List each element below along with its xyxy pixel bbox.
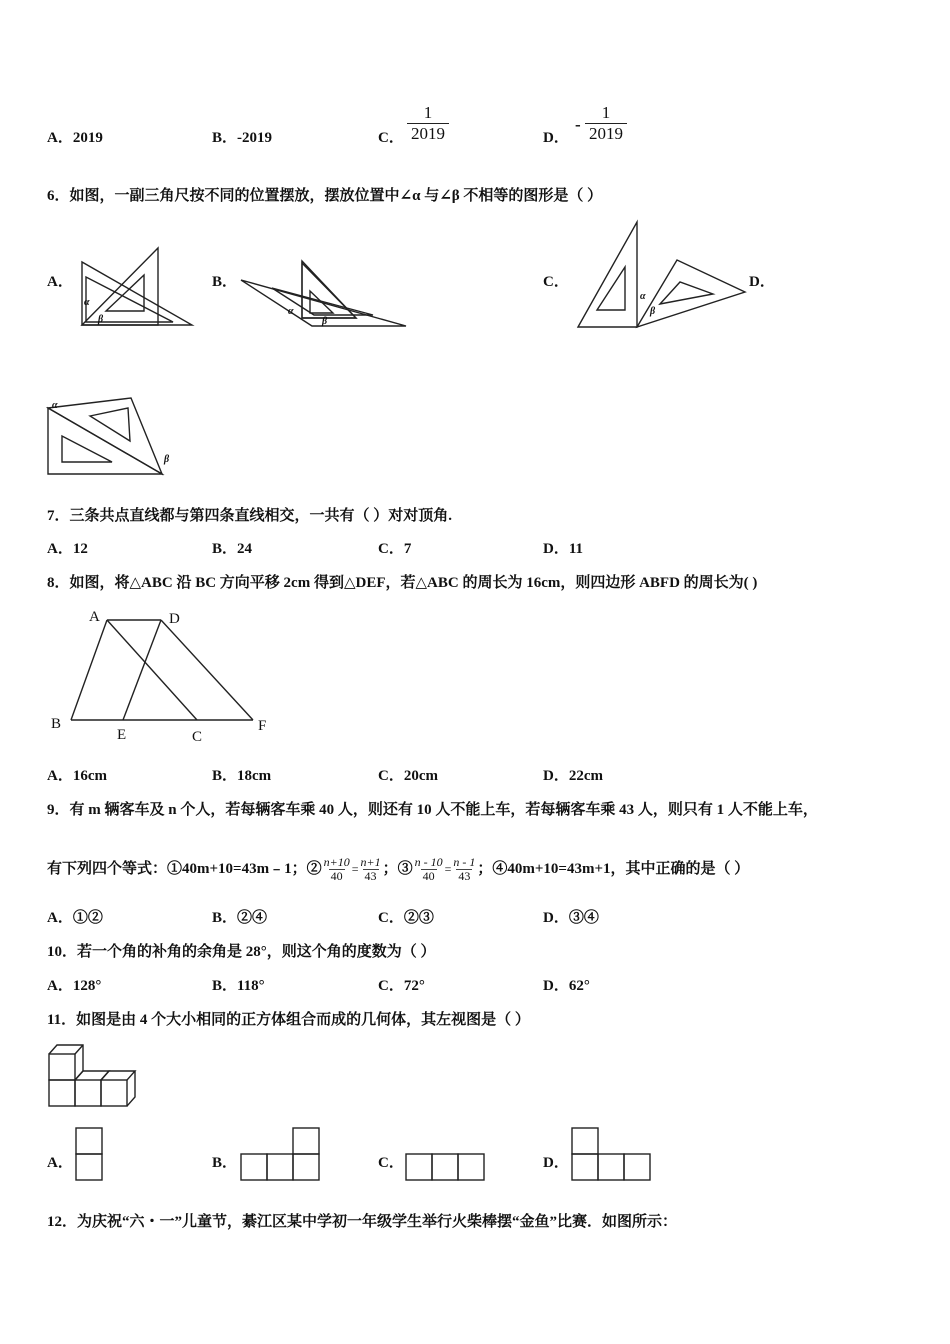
q8-option-b: B．18cm <box>212 768 272 784</box>
vertex-b-label: B <box>51 716 62 732</box>
q10-option-b: B．118° <box>212 978 265 994</box>
q5-option-d-fraction: $\frac{1}{2019}$ <box>585 103 627 144</box>
q7-option-c: C．7 <box>378 541 412 557</box>
q9-option-b: B．②④ <box>212 910 268 926</box>
q6-stem: 6．如图，一副三角尺按不同的位置摆放，摆放位置中∠α 与∠β 不相等的图形是（ ） <box>47 188 603 204</box>
q5-option-c-label: C． <box>378 130 404 146</box>
q6-figure-b <box>238 258 413 333</box>
beta-label: β <box>98 314 104 325</box>
q11-option-b-view <box>240 1127 322 1183</box>
q6-option-b: B． <box>212 274 238 290</box>
q5-option-d-label: D． <box>543 130 569 146</box>
q6-option-a: A． <box>47 274 73 290</box>
q9-fraction-4: $\frac{n - 1}{43}$ <box>453 855 476 884</box>
q6-option-c: C． <box>543 274 569 290</box>
q8-option-d: D．22cm <box>543 768 603 784</box>
q7-stem: 7．三条共点直线都与第四条直线相交，一共有（ ）对对顶角. <box>47 508 453 524</box>
q11-option-c: C． <box>378 1155 404 1171</box>
q7-option-d: D．11 <box>543 541 584 557</box>
q9-fraction-2: $\frac{n+1}{43}$ <box>360 855 381 884</box>
q10-option-d: D．62° <box>543 978 590 994</box>
vertex-d-label: D <box>169 611 180 627</box>
q10-option-c: C．72° <box>378 978 425 994</box>
q11-option-b: B． <box>212 1155 238 1171</box>
q8-stem: 8．如图，将△ABC 沿 BC 方向平移 2cm 得到△DEF，若△ABC 的周长为 16cm，则四边形 ABFD 的周长为( ) <box>47 575 758 591</box>
q9-fraction-3: $\frac{n - 10}{40}$ <box>414 855 443 884</box>
q5-option-b: B．-2019 <box>212 130 273 146</box>
q5-option-d-sign: - <box>575 115 581 134</box>
vertex-e-label: E <box>117 727 127 743</box>
q7-option-a: A．12 <box>47 541 88 557</box>
q5-option-a: A．2019 <box>47 130 103 146</box>
q11-option-c-view <box>405 1153 487 1183</box>
q8-option-c: C．20cm <box>378 768 438 784</box>
q11-stem: 11．如图是由 4 个大小相同的正方体组合而成的几何体，其左视图是（ ） <box>47 1012 530 1028</box>
q9-stem-line1: 9．有 m 辆客车及 n 个人，若每辆客车乘 40 人，则还有 10 人不能上车，若每辆客车乘 43 人，则只有 1 人不能上车， <box>47 802 818 818</box>
q10-option-a: A．128° <box>47 978 102 994</box>
q7-option-b: B．24 <box>212 541 253 557</box>
q8-option-a: A．16cm <box>47 768 107 784</box>
q11-option-a: A． <box>47 1155 73 1171</box>
alpha-label: α <box>84 297 90 308</box>
q8-translation-figure <box>45 605 275 745</box>
q11-option-d: D． <box>543 1155 569 1171</box>
q5-option-c-fraction: $\frac{1}{2019}$ <box>407 103 449 144</box>
q9-option-c: C．②③ <box>378 910 434 926</box>
q9-stem-line2: 有下列四个等式：①40m+10=43m﹣1；② $\frac{n+10}{40}$ = $\frac{n+1}{43}$ ；③ $\frac{n - 10}{40}$ = $\frac{n - 1}{43}$ ；④40m+10=43m+1，其中正确的是（ ） <box>47 855 750 884</box>
q9-option-a: A．①② <box>47 910 103 926</box>
vertex-a-label: A <box>89 609 100 625</box>
beta-label: β <box>322 316 328 327</box>
alpha-label: α <box>640 291 646 302</box>
q12-stem: 12．为庆祝“六・一”儿童节，綦江区某中学初一年级学生举行火柴棒摆“金鱼”比赛．如图所示： <box>47 1214 678 1230</box>
q6-figure-d <box>44 396 174 481</box>
q6-figure-c <box>575 220 750 332</box>
q9-fraction-1: $\frac{n+10}{40}$ <box>323 855 350 884</box>
alpha-label: α <box>52 400 58 411</box>
q6-option-d: D． <box>749 274 775 290</box>
vertex-c-label: C <box>192 729 203 745</box>
q11-option-a-view <box>75 1127 105 1183</box>
alpha-label: α <box>288 306 294 317</box>
beta-label: β <box>164 454 170 465</box>
q9-option-d: D．③④ <box>543 910 599 926</box>
vertex-f-label: F <box>258 718 267 734</box>
q6-figure-a <box>78 245 198 330</box>
beta-label: β <box>650 306 656 317</box>
q10-stem: 10．若一个角的补角的余角是 28°，则这个角的度数为（ ） <box>47 944 436 960</box>
q11-cube-solid <box>46 1040 146 1110</box>
q11-option-d-view <box>571 1127 653 1183</box>
